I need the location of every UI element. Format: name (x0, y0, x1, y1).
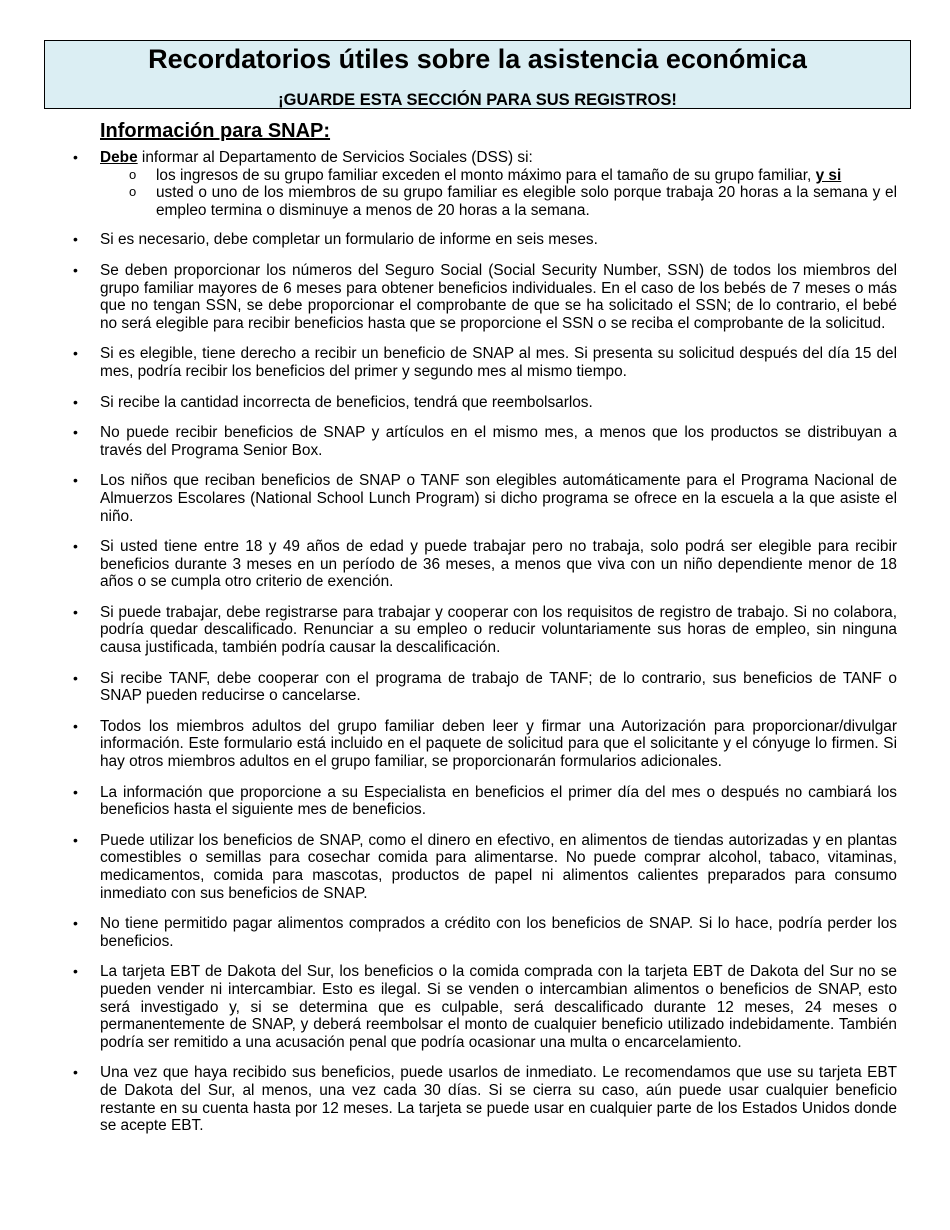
page-subtitle: ¡GUARDE ESTA SECCIÓN PARA SUS REGISTROS! (278, 91, 677, 109)
sub-item-text: los ingresos de su grupo familiar exceden el monto máximo para el tamaño de su grupo familiar, (156, 166, 812, 184)
page-title: Recordatorios útiles sobre la asistencia económica (148, 44, 807, 74)
list-item: • Se deben proporcionar los números del Seguro Social (Social Security Number, SSN) de todos los miembros del grupo familiar mayores de 6 meses para obtener beneficios individuales. En el caso de los bebés de 7 meses o más que no tengan SSN, se debe proporcionar el comprobante de que se ha solicitado el SSN; de lo contrario, el bebé no será elegible para recibir beneficios hasta que se proporcione el SSN o se reciba el comprobante de la solicitud. (0, 262, 950, 332)
list-item: • Si puede trabajar, debe registrarse para trabajar y cooperar con los requisitos de registro de trabajo. Si no colabora, podría quedar descalificado. Renunciar a su empleo o reducir voluntariamente sus horas de empleo, sin ninguna causa justificada, también podría causar la descalificación. (0, 604, 950, 657)
list-item: • No puede recibir beneficios de SNAP y artículos en el mismo mes, a menos que los productos se distribuyan a través del Programa Senior Box. (0, 424, 950, 459)
list-item-report-requirements (0, 149, 950, 219)
list-item: • Puede utilizar los beneficios de SNAP, como el dinero en efectivo, en alimentos de tiendas autorizadas y en plantas comestibles o semillas para cosechar comida para alimentarse. No puede comprar alcohol, tabaco, vitaminas, medicamentos, comida para mascotas, productos de papel ni alimentos calientes preparados para consumo inmediato con sus beneficios de SNAP. (0, 832, 950, 902)
list-item: • Si usted tiene entre 18 y 49 años de edad y puede trabajar pero no trabaja, solo podrá ser elegible para recibir beneficios durante 3 meses en un período de 36 meses, a menos que viva con un niño dependiente menor de 18 años o se cumpla otro criterio de exención. (0, 538, 950, 591)
sub-item-income (100, 167, 897, 185)
list-item: • Si es elegible, tiene derecho a recibir un beneficio de SNAP al mes. Si presenta su solicitud después del día 15 del mes, podría recibir los beneficios del primer y segundo mes al mismo tiempo. (0, 345, 950, 380)
section-heading: Información para SNAP: (100, 120, 331, 142)
sub-item-work-hours (100, 184, 897, 219)
list-item: • Todos los miembros adultos del grupo familiar deben leer y firmar una Autorización para proporcionar/divulgar información. Este formulario está incluido en el paquete de solicitud para que el solicitante y el cónyuge lo firmen. Si hay otros miembros adultos en el grupo familiar, se proporcionarán formularios adicionales. (0, 718, 950, 771)
list-item: • No tiene permitido pagar alimentos comprados a crédito con los beneficios de SNAP. Si lo hace, podría perder los beneficios. (0, 915, 950, 950)
list-item: • La información que proporcione a su Especialista en beneficios el primer día del mes o después no cambiará los beneficios hasta el siguiente mes de beneficios. (0, 784, 950, 819)
emphasis-debe: Debe (100, 149, 138, 166)
list-item: • Si recibe la cantidad incorrecta de beneficios, tendrá que reembolsarlos. (0, 394, 950, 412)
list-item: • Si recibe TANF, debe cooperar con el programa de trabajo de TANF; de lo contrario, sus beneficios de TANF o SNAP pueden reducirse o cancelarse. (0, 670, 950, 705)
list-item-text: informar al Departamento de Servicios Sociales (DSS) si: (137, 149, 533, 166)
list-item: • Los niños que reciban beneficios de SNAP o TANF son elegibles automáticamente para el Programa Nacional de Almuerzos Escolares (National School Lunch Program) si dicho programa se ofrece en la escuela a la que asiste el niño. (0, 472, 950, 525)
emphasis-y-si: y si (815, 166, 842, 184)
list-item: • Una vez que haya recibido sus beneficios, puede usarlos de inmediato. Le recomendamos que use su tarjeta EBT de Dakota del Sur, al menos, una vez cada 30 días. Si se cierra su caso, aún puede usar cualquier beneficio restante en su cuenta hasta por 12 meses. La tarjeta se puede usar en cualquier parte de los Estados Unidos donde se acepte EBT. (0, 1064, 950, 1134)
bullet-list (0, 149, 950, 1148)
sub-item-text: usted o uno de los miembros de su grupo familiar es elegible solo porque trabaja 20 horas a la semana y el empleo termina o disminuye a menos de 20 horas a la semana. (156, 184, 897, 219)
list-item: • Si es necesario, debe completar un formulario de informe en seis meses. (0, 231, 950, 249)
header-box (44, 40, 911, 109)
list-item: • La tarjeta EBT de Dakota del Sur, los beneficios o la comida comprada con la tarjeta EBT de Dakota del Sur no se pueden vender ni intercambiar. Esto es ilegal. Si se venden o intercambian alimentos o beneficios de SNAP, esto será investigado y, si se determina que es culpable, será descalificado durante 12 meses, 24 meses o permanentemente de SNAP, y deberá reembolsar el monto de cualquier beneficio utilizado indebidamente. También podría ser remitido a una acusación penal que podría ocasionar una multa o encarcelamiento. (0, 963, 950, 1051)
